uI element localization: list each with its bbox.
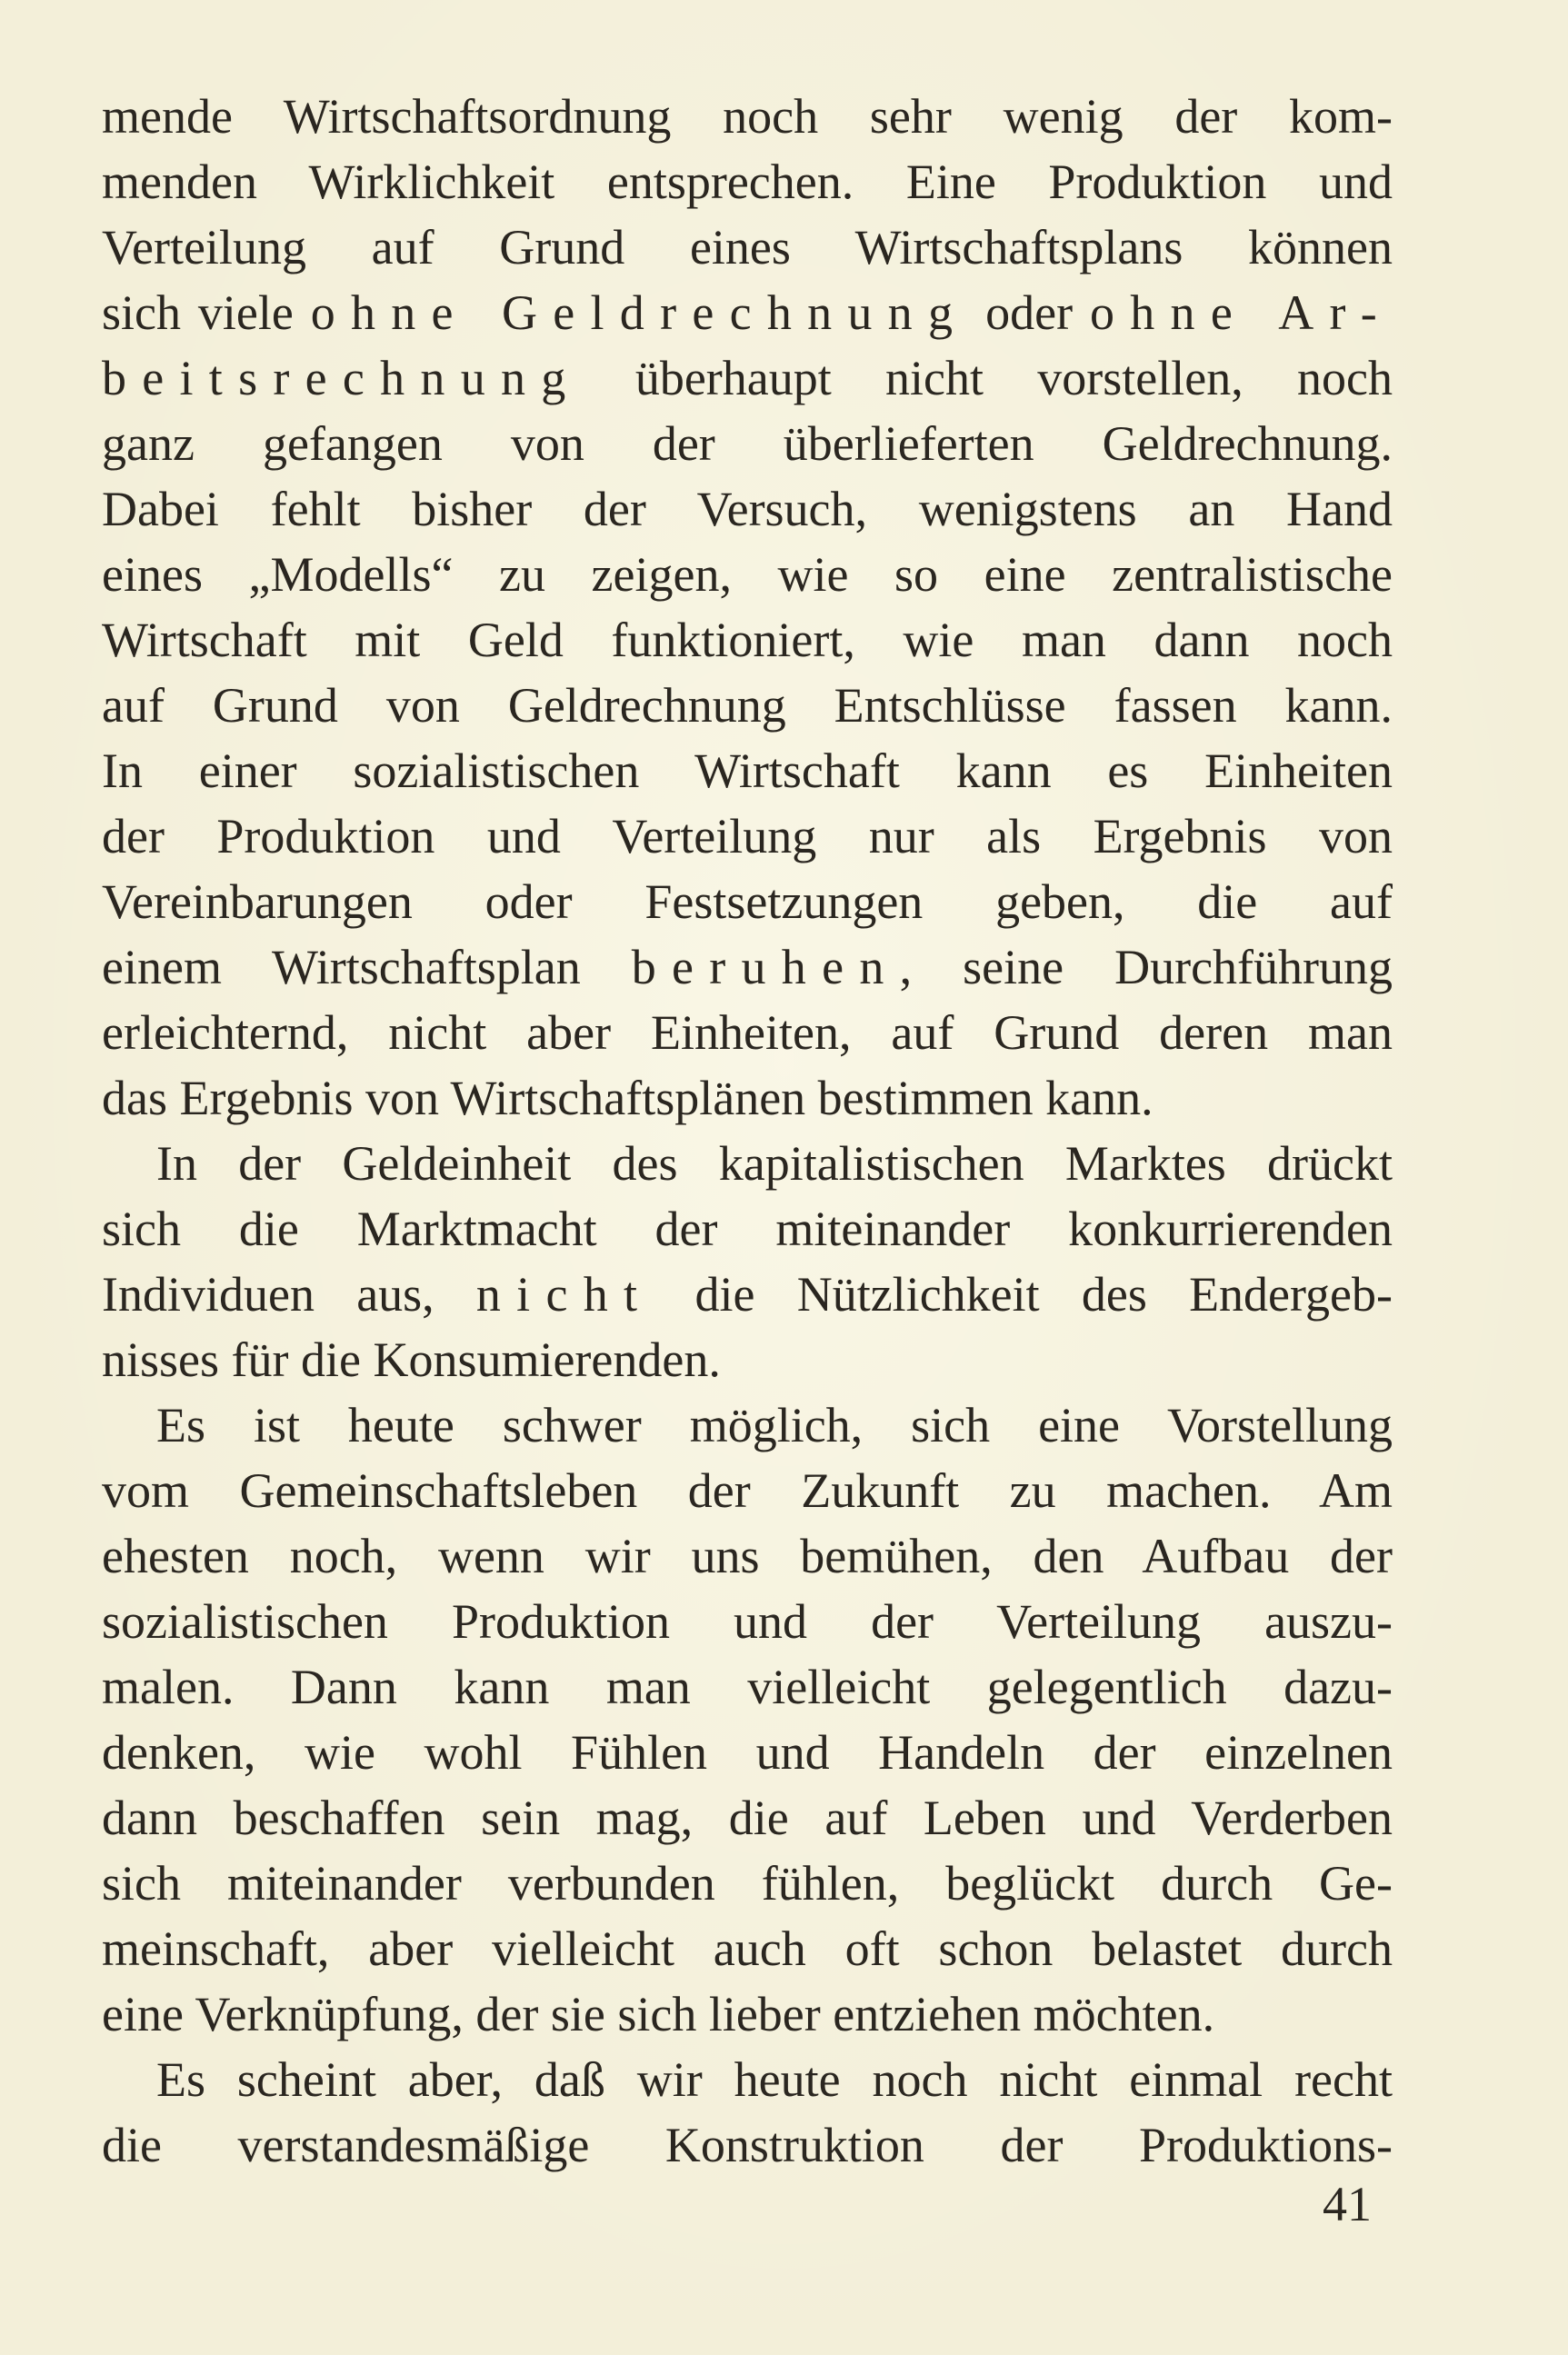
- text-line: [102, 1458, 1393, 1523]
- text-line: [102, 1000, 1393, 1065]
- text-run: sich miteinander verbunden fühlen, beglückt durch Ge-: [102, 1856, 1393, 1911]
- text-run: oder: [968, 285, 1090, 340]
- paragraph: [102, 2047, 1393, 2178]
- text-line: [102, 2047, 1393, 2112]
- text-run: Individuen aus,: [102, 1267, 476, 1322]
- text-line: [102, 2112, 1393, 2178]
- paragraph: [102, 1131, 1393, 1392]
- text-run: dann beschaffen sein mag, die auf Leben und Verderben: [102, 1791, 1393, 1845]
- spaced-emphasis: ohne Ar-: [1089, 285, 1393, 340]
- text-run: überhaupt nicht vorstellen, noch: [581, 351, 1393, 405]
- body-text: [102, 84, 1393, 2178]
- text-line: [102, 673, 1393, 738]
- text-run: sozialistischen Produktion und der Verteilung auszu-: [102, 1594, 1393, 1649]
- text-run: das Ergebnis von Wirtschaftsplänen bestimmen kann.: [102, 1071, 1154, 1125]
- text-run: vom Gemeinschaftsleben der Zukunft zu machen. Am: [102, 1463, 1393, 1518]
- text-line: [102, 84, 1393, 149]
- text-run: auf Grund von Geldrechnung Entschlüsse fassen kann.: [102, 678, 1393, 733]
- text-line: [102, 1785, 1393, 1851]
- text-run: In der Geldeinheit des kapitalistischen Marktes drückt: [156, 1136, 1393, 1191]
- text-run: Vereinbarungen oder Festsetzungen geben, die auf: [102, 874, 1393, 929]
- text-run: Wirtschaft mit Geld funktioniert, wie man dann noch: [102, 613, 1393, 667]
- spaced-emphasis: beruhen: [631, 940, 900, 994]
- text-run: denken, wie wohl Fühlen und Handeln der einzelnen: [102, 1725, 1393, 1780]
- text-run: malen. Dann kann man vielleicht gelegentlich dazu-: [102, 1660, 1393, 1714]
- text-line: [102, 411, 1393, 476]
- text-line: [102, 345, 1393, 411]
- text-run: Es ist heute schwer möglich, sich eine Vorstellung: [156, 1398, 1393, 1452]
- text-line: [102, 934, 1393, 1000]
- text-run: eines „Modells“ zu zeigen, wie so eine zentralistische: [102, 547, 1393, 602]
- text-run: mende Wirtschaftsordnung noch sehr wenig der kom-: [102, 89, 1393, 144]
- text-line: [102, 280, 1393, 345]
- text-run: nisses für die Konsumierenden.: [102, 1332, 721, 1387]
- text-run: die Nützlichkeit des Endergeb-: [653, 1267, 1393, 1322]
- text-line: [102, 1916, 1393, 1981]
- text-line: [102, 1392, 1393, 1458]
- text-line: [102, 476, 1393, 542]
- paragraph: [102, 1392, 1393, 2047]
- text-line: [102, 215, 1393, 280]
- text-line: [102, 542, 1393, 607]
- text-line: [102, 1131, 1393, 1196]
- text-line: [102, 1654, 1393, 1720]
- text-run: menden Wirklichkeit entsprechen. Eine Produktion und: [102, 155, 1393, 209]
- text-run: der Produktion und Verteilung nur als Ergebnis von: [102, 809, 1393, 863]
- text-run: sich die Marktmacht der miteinander konkurrierenden: [102, 1202, 1393, 1256]
- text-run: sich viele: [102, 285, 311, 340]
- text-run: ganz gefangen von der überlieferten Geldrechnung.: [102, 416, 1393, 471]
- text-run: meinschaft, aber vielleicht auch oft schon belastet durch: [102, 1921, 1393, 1976]
- text-run: , seine Durchführung: [899, 940, 1393, 994]
- text-line: [102, 1327, 1393, 1392]
- paragraph: [102, 84, 1393, 1131]
- text-line: [102, 1851, 1393, 1916]
- text-run: eine Verknüpfung, der sie sich lieber entziehen möchten.: [102, 1987, 1215, 2041]
- text-run: Dabei fehlt bisher der Versuch, wenigstens an Hand: [102, 482, 1393, 536]
- spaced-emphasis: nicht: [475, 1267, 654, 1322]
- text-run: einem Wirtschaftsplan: [102, 940, 632, 994]
- text-run: Es scheint aber, daß wir heute noch nicht einmal recht: [156, 2052, 1393, 2107]
- text-line: [102, 1065, 1393, 1131]
- text-run: Verteilung auf Grund eines Wirtschaftsplans können: [102, 220, 1393, 274]
- text-line: [102, 607, 1393, 673]
- text-run: erleichternd, nicht aber Einheiten, auf Grund deren man: [102, 1005, 1393, 1060]
- text-line: [102, 149, 1393, 215]
- text-line: [102, 869, 1393, 934]
- text-run: In einer sozialistischen Wirtschaft kann es Einheiten: [102, 743, 1393, 798]
- text-line: [102, 1589, 1393, 1654]
- text-run: ehesten noch, wenn wir uns bemühen, den Aufbau der: [102, 1529, 1393, 1583]
- text-line: [102, 1262, 1393, 1327]
- text-line: [102, 738, 1393, 803]
- text-line: [102, 1981, 1393, 2047]
- spaced-emphasis: beitsrechnung: [102, 351, 582, 405]
- text-line: [102, 1720, 1393, 1785]
- text-run: die verstandesmäßige Konstruktion der Produktions-: [102, 2118, 1393, 2172]
- page-number: 41: [1323, 2177, 1372, 2231]
- text-line: [102, 803, 1393, 869]
- spaced-emphasis: ohne Geldrechnung: [310, 285, 969, 340]
- text-line: [102, 1523, 1393, 1589]
- text-line: [102, 1196, 1393, 1262]
